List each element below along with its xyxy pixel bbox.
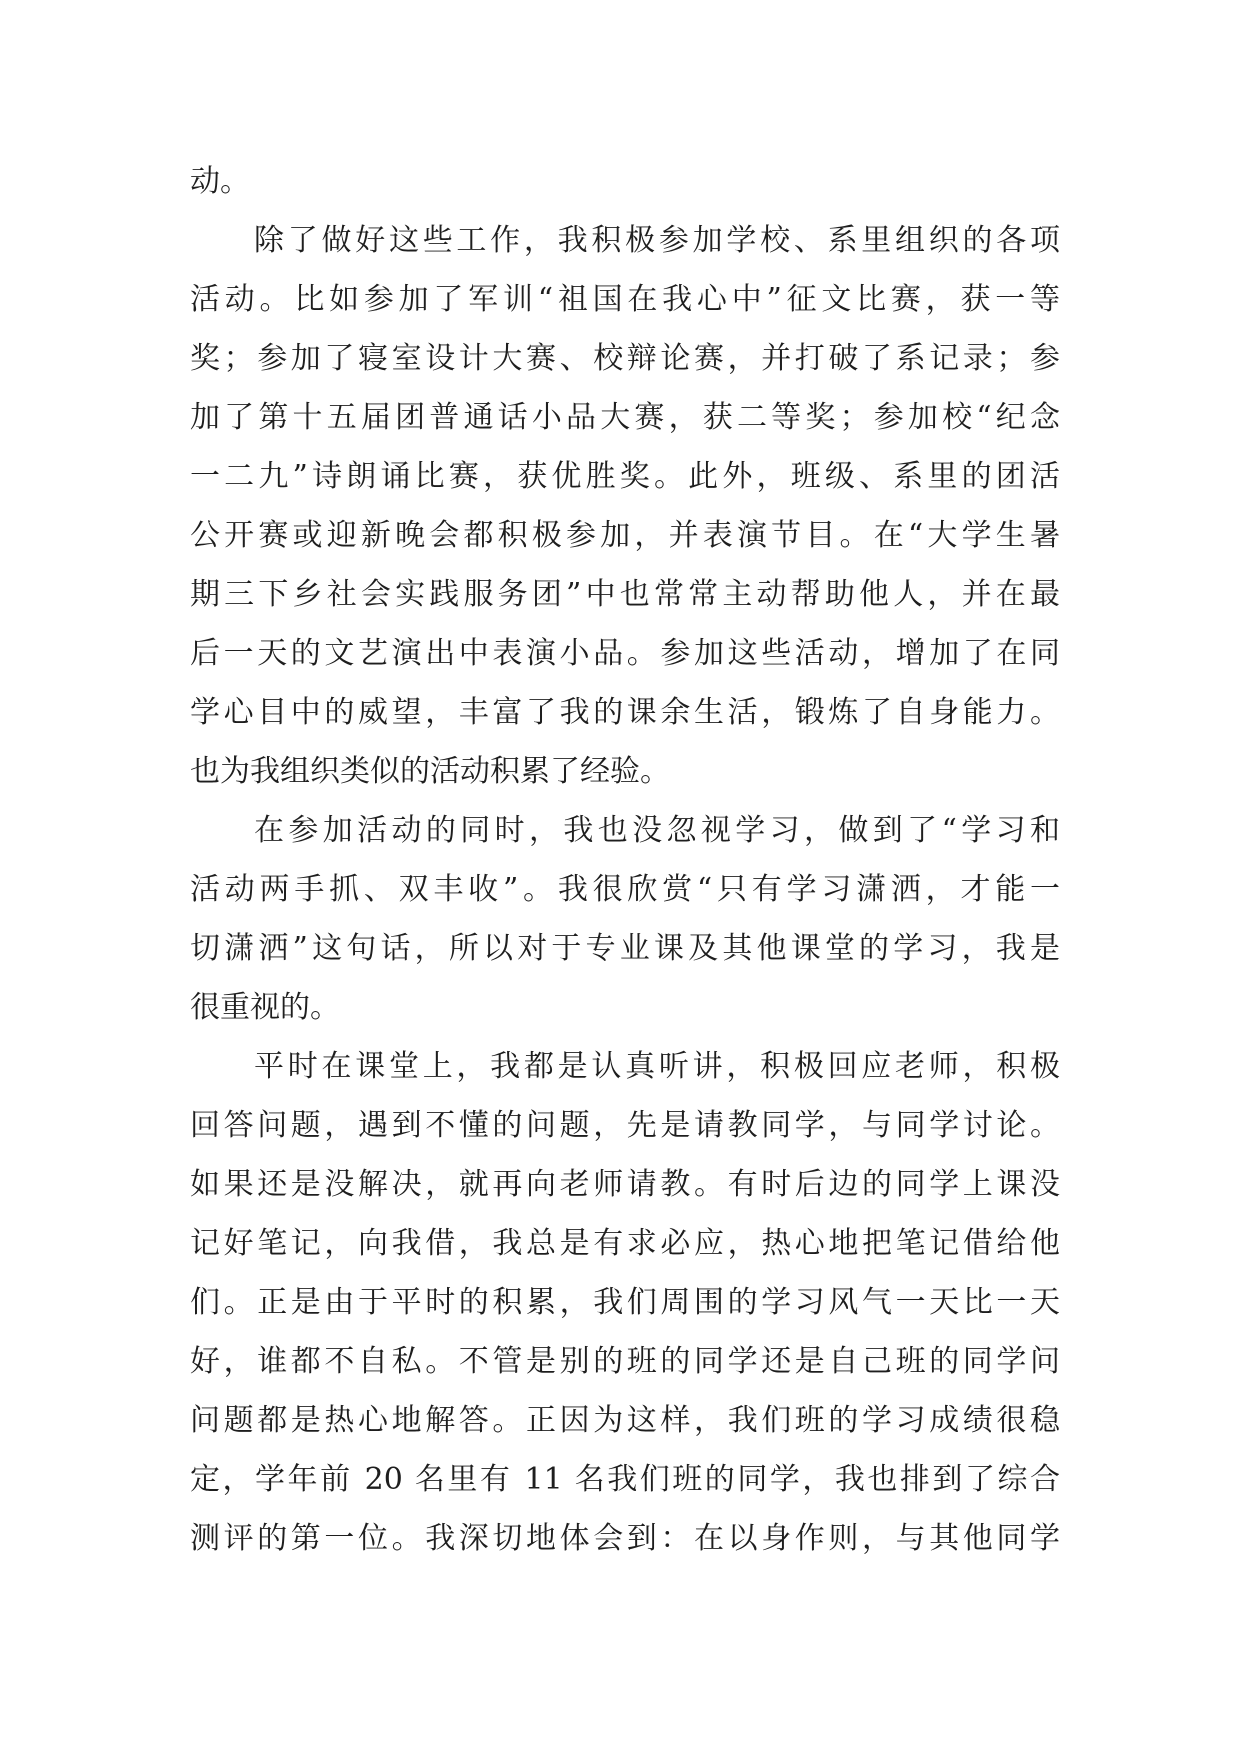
- paragraph-first-line: 在参加活动的同时，我也没忽视学习，做到了“学习和: [254, 813, 1060, 848]
- text-line: 回答问题，遇到不懂的问题，先是请教同学，与同学讨论。: [190, 1108, 1060, 1143]
- text-line: 加了第十五届团普通话小品大赛，获二等奖；参加校“纪念: [190, 400, 1060, 435]
- text-line: 很重视的。: [190, 990, 340, 1025]
- text-line: 期三下乡社会实践服务团”中也常常主动帮助他人，并在最: [190, 577, 1060, 612]
- text-line: 测评的第一位。我深切地体会到：在以身作则，与其他同学: [190, 1521, 1060, 1556]
- text-line: 定，学年前 20 名里有 11 名我们班的同学，我也排到了综合: [190, 1462, 1060, 1497]
- text-line: 也为我组织类似的活动积累了经验。: [190, 754, 670, 789]
- body-text: [190, 152, 1060, 1568]
- text-line: 学心目中的威望，丰富了我的课余生活，锻炼了自身能力。: [190, 695, 1060, 730]
- text-line: 活动。比如参加了军训“祖国在我心中”征文比赛，获一等: [190, 282, 1060, 317]
- paragraph-first-line: 除了做好这些工作，我积极参加学校、系里组织的各项: [254, 223, 1060, 258]
- text-line: 问题都是热心地解答。正因为这样，我们班的学习成绩很稳: [190, 1403, 1060, 1438]
- text-line: 记好笔记，向我借，我总是有求必应，热心地把笔记借给他: [190, 1226, 1060, 1261]
- text-line: 好，谁都不自私。不管是别的班的同学还是自己班的同学问: [190, 1344, 1060, 1379]
- text-line: 活动两手抓、双丰收”。我很欣赏“只有学习潇洒，才能一: [190, 872, 1060, 907]
- paragraph-first-line: 平时在课堂上，我都是认真听讲，积极回应老师，积极: [254, 1049, 1060, 1084]
- text-line: 如果还是没解决，就再向老师请教。有时后边的同学上课没: [190, 1167, 1060, 1202]
- text-line: 奖；参加了寝室设计大赛、校辩论赛，并打破了系记录；参: [190, 341, 1060, 376]
- text-line: 们。正是由于平时的积累，我们周围的学习风气一天比一天: [190, 1285, 1060, 1320]
- text-line: 动。: [190, 164, 250, 199]
- text-line: 公开赛或迎新晚会都积极参加，并表演节目。在“大学生暑: [190, 518, 1060, 553]
- text-line: 切潇洒”这句话，所以对于专业课及其他课堂的学习，我是: [190, 931, 1060, 966]
- text-line: 一二九”诗朗诵比赛，获优胜奖。此外，班级、系里的团活: [190, 459, 1060, 494]
- text-line: 后一天的文艺演出中表演小品。参加这些活动，增加了在同: [190, 636, 1060, 671]
